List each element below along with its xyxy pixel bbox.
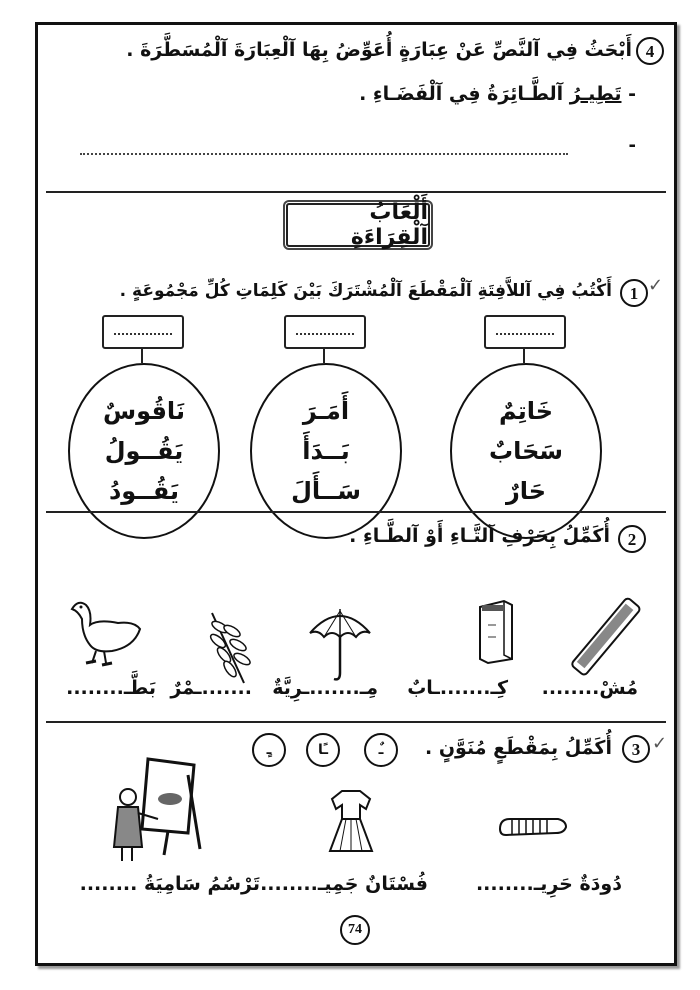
sign-stem [141,347,143,363]
fill-word-silkworm[interactable]: دُودَةٌ حَرِيـ........ [475,873,622,895]
umbrella-icon [308,607,372,687]
silkworm-icon [496,815,568,837]
group-word: خَاتِمٌ [498,397,554,425]
answer-line-q4[interactable] [80,153,568,155]
tanween-kasr-option [252,733,286,767]
tanween-glyph: ـٌ [378,742,384,758]
handwritten-tick-icon: ✓ [652,733,668,754]
sign-stem [323,347,325,363]
group-word: سَــأَلَ [291,477,361,505]
group-word: يَقُــولُ [104,437,184,465]
fill-word-girl[interactable]: تَرْسُمُ سَامِيَةُ ........ [79,873,260,895]
question-2-instruction: أُكَمِّلُ بِحَرْفِ آلتَّـاءِ أَوْ آلطَّـاءِ . [349,525,610,547]
example-rest: آلطَّـائِرَةُ فِي آلْفَضَـاءِ . [359,83,564,105]
tanween-damm-option [364,733,398,767]
worksheet-page [35,22,677,966]
divider-2 [46,511,666,513]
question-1-number [620,279,648,307]
question-1-instruction: أَكْتُبُ فِي آللاَّفِتَةِ آلْمَقْطَعَ آلْمُشْتَرَكَ بَيْنَ كَلِمَاتِ كُلِّ مَجْمُوعَةٍ . [119,281,612,301]
group-word: نَاقُوسٌ [103,397,185,425]
book-icon [476,597,516,665]
fill-word-umbrella[interactable]: مِـ.......ـرِيَّةٌ [272,677,378,699]
question-number-text: 4 [645,41,655,61]
question-4-example [359,83,636,105]
fill-word-book[interactable]: كِـ.......ـابٌ [407,677,508,699]
question-3-instruction: أُكَمِّلُ بِمَقْطَعٍ مُنَوَّنٍ . [424,737,612,759]
sign-placeholder [114,333,172,335]
sign-box-group-2[interactable] [284,315,366,349]
tanween-fath-option [306,733,340,767]
group-word: سَحَابٌ [488,437,564,465]
girl-painting-icon [102,755,202,865]
sign-placeholder [296,333,354,335]
sign-placeholder [496,333,554,335]
sign-box-group-3[interactable] [102,315,184,349]
group-word: حَارٌ [505,477,547,505]
sign-box-group-1[interactable] [484,315,566,349]
tanween-glyph: ـٍ [266,742,272,758]
handwritten-tick-icon: ✓ [648,275,664,296]
section-title-box [286,200,430,250]
comb-icon [566,593,646,683]
dress-icon [326,789,376,853]
sign-stem [523,347,525,363]
question-4-instruction: أَبْحَثُ فِي آلنَّصِّ عَنْ عِبَارَةٍ أُعَوِّضُ بِهَا آلْعِبَارَةَ آلْمُسَطَّرَةَ . [126,39,632,61]
divider-3 [46,721,666,723]
dates-branch-icon [204,611,254,687]
fill-word-comb[interactable]: مُشْ........ [541,677,638,699]
answer-dash: - [628,135,636,156]
question-number-text: 2 [627,529,637,549]
example-dash: - [628,83,636,105]
question-number-text: 1 [629,283,639,303]
group-word: أَمَـرَ [302,397,350,425]
question-number-text: 3 [631,739,641,759]
duck-icon [68,599,148,671]
divider-1 [46,191,666,193]
page-number [340,915,370,945]
section-title: أَلْعَابُ آلْقِرَاءَةِ [350,200,428,250]
question-2-number [618,525,646,553]
group-word: بَــدَأَ [302,437,350,465]
fill-word-dates[interactable]: .......ـمْرٌ [170,677,252,699]
fill-word-duck[interactable]: بَطَّـ........ [66,677,156,699]
fill-word-dress[interactable]: فُسْتَانٌ جَمِيـ........ [260,873,428,895]
question-4-number [636,37,664,65]
underlined-phrase: تَطِيـرُ [569,83,622,105]
group-word: يَقُــودُ [108,477,180,505]
question-3-number [622,735,650,763]
page-number-text: 74 [348,922,362,937]
tanween-glyph: ـًا [317,742,329,758]
